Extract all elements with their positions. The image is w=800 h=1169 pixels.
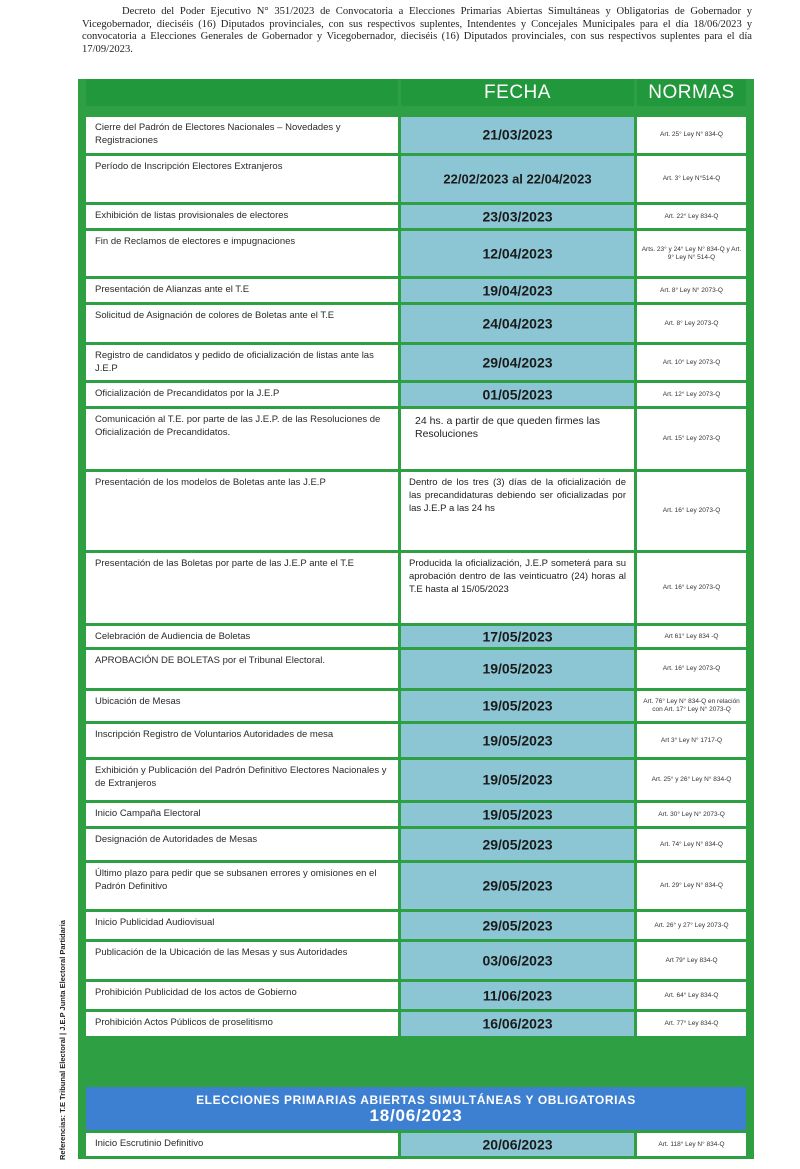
table-row bbox=[78, 279, 754, 305]
row-norm: Art. 118° Ley N° 834-Q bbox=[658, 1140, 725, 1148]
row-date: 19/05/2023 bbox=[482, 697, 553, 714]
row-norm: Art. 76° Ley N° 834-Q en relación con Art. 17° Ley N° 2073-Q bbox=[643, 698, 740, 713]
row-date: 29/05/2023 bbox=[482, 917, 553, 933]
table-row bbox=[78, 829, 754, 863]
row-description: Fin de Reclamos de electores e impugnaciones bbox=[95, 236, 296, 247]
row-description: Período de Inscripción Electores Extranjeros bbox=[95, 161, 283, 172]
table-row bbox=[78, 472, 754, 553]
row-description: Celebración de Audiencia de Boletas bbox=[95, 631, 251, 642]
row-norm: Art. 16° Ley 2073-Q bbox=[662, 584, 721, 591]
table-row bbox=[78, 156, 754, 205]
row-date: 19/05/2023 bbox=[482, 660, 553, 677]
table-row bbox=[78, 691, 754, 724]
row-norm: Art. 12° Ley 2073-Q bbox=[662, 390, 721, 398]
table-row bbox=[78, 724, 754, 760]
row-norm: Art. 10° Ley 2073-Q bbox=[662, 358, 721, 366]
row-deadline-note: 24 hs. a partir de que queden firmes las Resoluciones bbox=[415, 415, 601, 440]
row-date: 03/06/2023 bbox=[482, 952, 553, 968]
row-norm: Art 3° Ley N° 1717-Q bbox=[660, 736, 723, 744]
references-legend: Referencias: T.E Tribunal Electoral | J.E.P Junta Electoral Partidaria bbox=[58, 920, 67, 1160]
row-description: Exhibición de listas provisionales de electores bbox=[95, 210, 289, 221]
row-description: Oficialización de Precandidatos por la J.E.P bbox=[95, 388, 280, 399]
table-row bbox=[78, 1012, 754, 1039]
row-norm: Art. 64° Ley 834-Q bbox=[664, 991, 719, 999]
row-norm: Art. 25° Ley N° 834-Q bbox=[659, 131, 723, 138]
row-date: 17/05/2023 bbox=[482, 628, 553, 644]
row-description: Prohibición Actos Públicos de proselitismo bbox=[95, 1017, 273, 1028]
row-description: Exhibición y Publicación del Padrón Definitivo Electores Nacionales y de Extranjeros bbox=[95, 765, 387, 789]
row-description: Solicitud de Asignación de colores de Boletas ante el T.E bbox=[95, 310, 335, 321]
row-date: 29/05/2023 bbox=[482, 836, 553, 852]
row-norm: Art. 8° Ley N° 2073-Q bbox=[659, 286, 723, 294]
table-row bbox=[78, 383, 754, 409]
row-description: Presentación de las Boletas por parte de las J.E.P ante el T.E bbox=[95, 558, 354, 569]
header-normas: NORMAS bbox=[648, 82, 735, 103]
row-date: 21/03/2023 bbox=[482, 126, 553, 143]
row-date: 29/05/2023 bbox=[482, 877, 553, 894]
row-date: 16/06/2023 bbox=[482, 1015, 553, 1032]
row-date: 01/05/2023 bbox=[482, 386, 553, 402]
row-norm: Art. 15° Ley 2073-Q bbox=[662, 435, 721, 442]
row-norm: Art 61° Ley 834 -Q bbox=[664, 632, 719, 640]
row-norm: Art. 16° Ley 2073-Q bbox=[662, 665, 721, 672]
row-norm: Art. 3° Ley N°514-Q bbox=[662, 175, 721, 182]
row-norm: Art 79° Ley 834-Q bbox=[665, 956, 718, 964]
table-row bbox=[78, 760, 754, 803]
row-norm: Art. 30° Ley N° 2073-Q bbox=[658, 810, 725, 818]
table-row bbox=[78, 345, 754, 383]
table-row bbox=[78, 912, 754, 942]
row-deadline-note: Dentro de los tres (3) días de la oficialización de las precandidaturas debiendo ser oficializadas por las J.E.P a las 24 hs bbox=[409, 477, 626, 514]
header-cell-activity bbox=[86, 79, 398, 106]
row-description: Publicación de la Ubicación de las Mesas y sus Autoridades bbox=[95, 947, 348, 958]
table-row bbox=[78, 231, 754, 279]
primary-election-banner bbox=[86, 1087, 746, 1130]
row-date: 19/05/2023 bbox=[482, 806, 553, 822]
row-norm: Art. 29° Ley N° 834-Q bbox=[659, 882, 723, 889]
row-description: APROBACIÓN DE BOLETAS por el Tribunal Electoral. bbox=[95, 655, 326, 666]
row-description: Inicio Campaña Electoral bbox=[95, 808, 201, 819]
table-row bbox=[78, 803, 754, 829]
row-description: Cierre del Padrón de Electores Nacionales – Novedades y Registraciones bbox=[95, 122, 341, 146]
table-row bbox=[78, 305, 754, 345]
row-date: 23/03/2023 bbox=[482, 208, 553, 224]
row-description: Inscripción Registro de Voluntarios Autoridades de mesa bbox=[95, 729, 334, 740]
table-row bbox=[78, 942, 754, 982]
row-description: Presentación de Alianzas ante el T.E bbox=[95, 284, 250, 295]
row-description: Ubicación de Mesas bbox=[95, 696, 181, 707]
table-row bbox=[78, 117, 754, 156]
table-row bbox=[78, 409, 754, 472]
row-date: 19/05/2023 bbox=[482, 771, 553, 788]
table-row bbox=[78, 205, 754, 231]
row-description: Inicio Publicidad Audiovisual bbox=[95, 917, 215, 928]
banner-date: 18/06/2023 bbox=[369, 1106, 463, 1125]
row-description: Último plazo para pedir que se subsanen errores y omisiones en el Padrón Definitivo bbox=[95, 868, 377, 892]
row-description: Presentación de los modelos de Boletas ante las J.E.P bbox=[95, 477, 326, 488]
row-norm: Arts. 23° y 24° Ley N° 834-Q y Art. 9° Ley N° 514-Q bbox=[641, 245, 742, 261]
row-date: 20/06/2023 bbox=[482, 1136, 553, 1152]
electoral-schedule-table bbox=[78, 79, 754, 1159]
row-norm: Art. 8° Ley 2073-Q bbox=[664, 319, 719, 327]
table-row bbox=[78, 650, 754, 691]
row-date: 19/05/2023 bbox=[482, 732, 553, 748]
row-description: Inicio Escrutinio Definitivo bbox=[95, 1138, 204, 1149]
row-deadline-note: Producida la oficialización, J.E.P someterá para su aprobación dentro de las veinticuatro (24) horas al T.E hasta al 15/05/2023 bbox=[409, 558, 626, 595]
row-date: 29/04/2023 bbox=[482, 354, 553, 370]
row-description: Designación de Autoridades de Mesas bbox=[95, 834, 258, 845]
row-norm: Art. 22° Ley 834-Q bbox=[664, 212, 719, 220]
row-norm: Art. 16° Ley 2073-Q bbox=[662, 507, 721, 514]
row-description: Comunicación al T.E. por parte de las J.E.P. de las Resoluciones de Oficialización de Precandidatos. bbox=[95, 414, 381, 438]
banner-title: ELECCIONES PRIMARIAS ABIERTAS SIMULTÁNEAS Y OBLIGATORIAS bbox=[196, 1093, 636, 1107]
row-norm: Art. 26° y 27° Ley 2073-Q bbox=[654, 921, 729, 929]
table-row bbox=[78, 553, 754, 626]
header-fecha: FECHA bbox=[484, 82, 551, 103]
row-date: 24/04/2023 bbox=[482, 315, 553, 331]
row-date: 12/04/2023 bbox=[482, 245, 553, 261]
row-date: 19/04/2023 bbox=[482, 282, 553, 298]
row-norm: Art. 77° Ley 834-Q bbox=[664, 1020, 719, 1027]
row-description: Registro de candidatos y pedido de oficialización de listas ante las J.E.P bbox=[95, 350, 374, 374]
row-norm: Art. 25° y 26° Ley N° 834-Q bbox=[651, 776, 732, 783]
table-row bbox=[78, 626, 754, 650]
table-row bbox=[78, 863, 754, 912]
table-row bbox=[78, 982, 754, 1012]
decree-intro: Decreto del Poder Ejecutivo N° 351/2023 de Convocatoria a Elecciones Primarias Abiertas Simultáneas y Obligatorias de Gobernador y Vicegobernador, dieciséis (16) Diputados provinciales, con sus respectivos suplentes, Intendentes y Concejales Municipales para el día 18/06/2023 y convocatoria a Elecciones Generales de Gobernador y Vicegobernador, dieciséis (16) Diputados provinciales, con sus respectivos suplentes para el día 17/09/2023. bbox=[82, 6, 752, 55]
row-description: Prohibición Publicidad de los actos de Gobierno bbox=[95, 987, 297, 998]
row-date: 22/02/2023 al 22/04/2023 bbox=[443, 171, 592, 187]
row-date: 11/06/2023 bbox=[482, 987, 553, 1003]
table-row-escrutinio bbox=[78, 1133, 754, 1159]
row-norm: Art. 74° Ley N° 834-Q bbox=[659, 840, 723, 848]
